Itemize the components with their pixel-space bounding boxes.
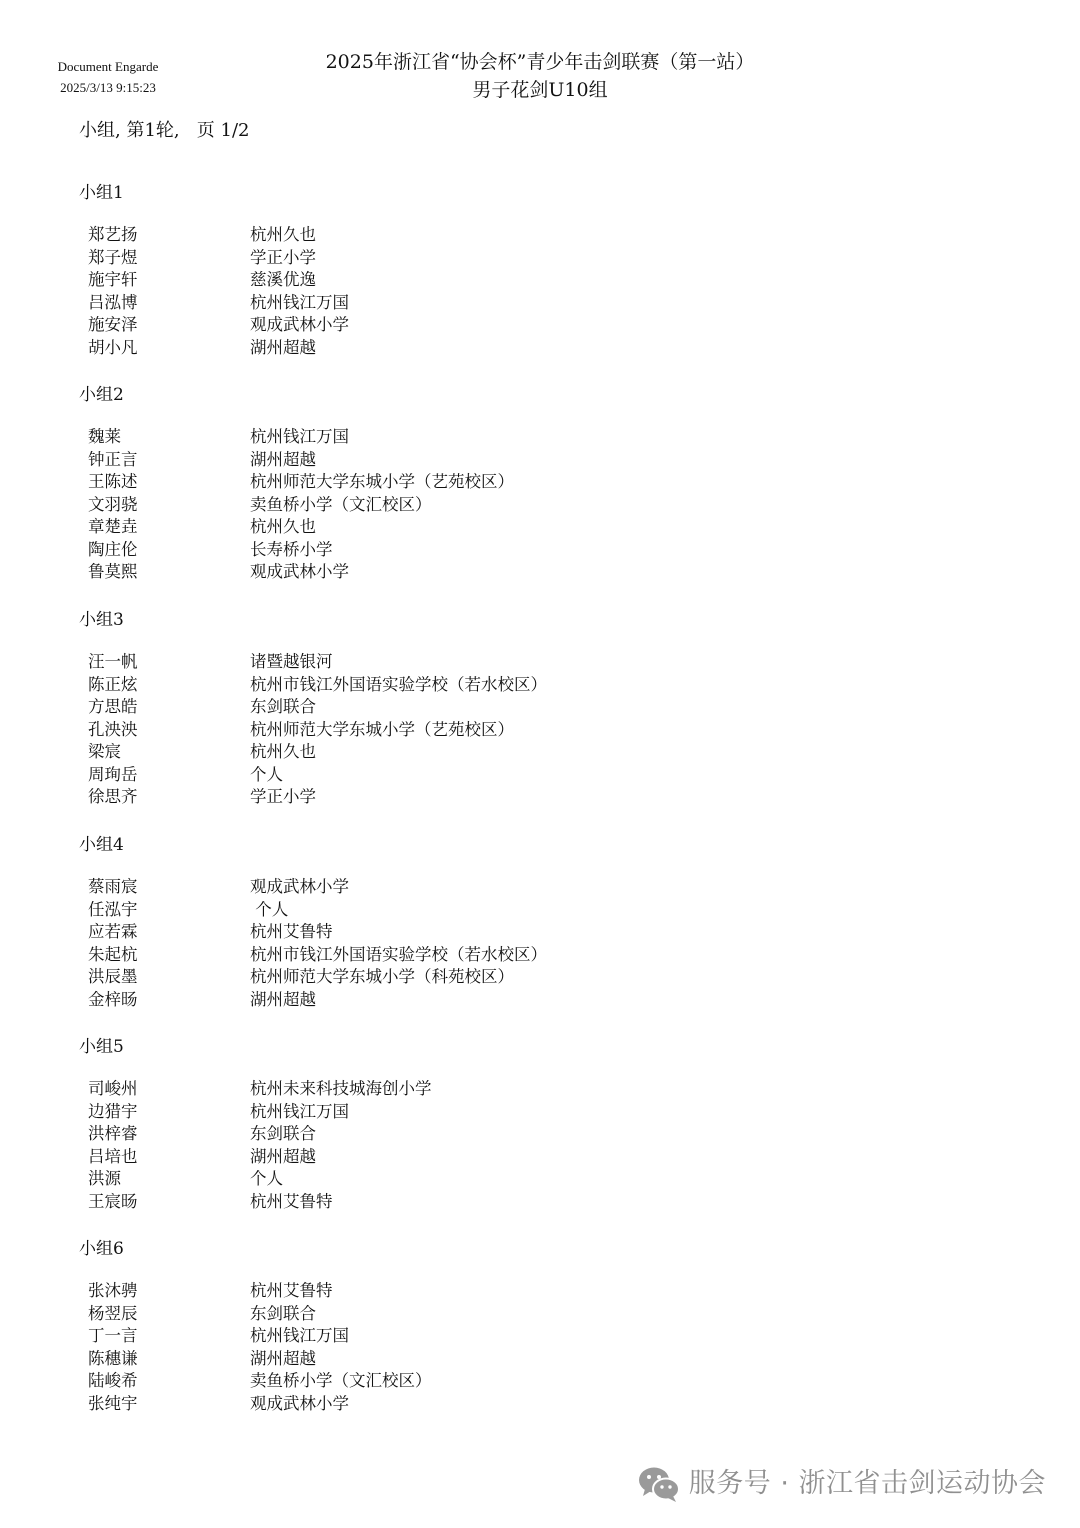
pool-entries (79, 1280, 979, 1415)
round-page-label: 小组, 第1轮, 页 1/2 (79, 120, 250, 141)
fencer-club: 杭州久也 (250, 225, 316, 244)
fencer-row (79, 224, 979, 247)
fencer-row (79, 292, 979, 315)
event-subtitle: 男子花剑U10组 (472, 79, 608, 101)
fencer-club: 个人 (250, 764, 283, 784)
fencer-row (79, 719, 979, 742)
fencer-row (79, 876, 979, 899)
fencer-name: 任泓宇 (88, 899, 138, 919)
fencer-row (79, 764, 979, 787)
pool-title: 小组4 (79, 835, 124, 855)
fencer-name: 文羽骁 (88, 494, 138, 514)
pool-entries (79, 876, 979, 1011)
fencer-name: 张沐骋 (88, 1281, 138, 1300)
fencer-name: 徐思齐 (88, 787, 138, 806)
fencer-name: 施安泽 (88, 315, 138, 334)
fencer-row (79, 1348, 979, 1371)
fencer-club: 慈溪优逸 (250, 270, 316, 289)
fencer-name: 王宸旸 (88, 1191, 138, 1211)
fencer-club: 杭州师范大学东城小学（艺苑校区） (250, 472, 514, 491)
fencer-name: 杨翌辰 (88, 1303, 138, 1323)
pool-title: 小组6 (79, 1239, 124, 1259)
fencer-club: 观成武林小学 (250, 315, 349, 334)
fencer-name: 方思皓 (88, 697, 138, 716)
fencer-club: 杭州钱江万国 (250, 1101, 349, 1121)
fencer-row (79, 314, 979, 337)
fencer-row (79, 561, 979, 584)
fencer-name: 陆峻希 (88, 1371, 138, 1390)
fencer-name: 鲁莫熙 (88, 562, 138, 581)
pool-1 (79, 180, 979, 359)
fencer-club: 卖鱼桥小学（文汇校区） (250, 494, 432, 514)
fencer-row (79, 494, 979, 517)
document-meta (40, 56, 176, 98)
fencer-row (79, 1280, 979, 1303)
pool-title: 小组1 (79, 183, 124, 203)
fencer-club: 东剑联合 (250, 1124, 316, 1143)
fencer-name: 梁宸 (88, 742, 121, 761)
fencer-club: 杭州艾鲁特 (250, 1281, 333, 1300)
fencer-name: 洪源 (88, 1169, 121, 1188)
fencer-name: 王陈述 (88, 472, 138, 491)
fencer-name: 郑艺扬 (88, 225, 138, 244)
fencer-club: 杭州久也 (250, 742, 316, 761)
fencer-club: 湖州超越 (250, 1348, 316, 1368)
fencer-name: 周珣岳 (88, 764, 138, 784)
fencer-name: 朱起杭 (88, 944, 138, 964)
watermark (637, 1462, 1046, 1506)
fencer-club: 杭州师范大学东城小学（科苑校区） (250, 967, 514, 986)
fencer-name: 司峻州 (88, 1079, 138, 1098)
fencer-name: 陈穗谦 (88, 1348, 138, 1368)
fencer-name: 蔡雨宸 (88, 877, 138, 896)
fencer-club: 杭州市钱江外国语实验学校（若水校区） (250, 674, 547, 694)
fencer-row (79, 1168, 979, 1191)
fencer-row (79, 1123, 979, 1146)
fencer-row (79, 786, 979, 809)
fencer-club: 湖州超越 (250, 989, 316, 1009)
pool-entries (79, 651, 979, 809)
pool-3 (79, 607, 979, 809)
pool-entries (79, 224, 979, 359)
pool-title: 小组5 (79, 1037, 124, 1057)
pool-2 (79, 382, 979, 584)
print-timestamp: 2025/3/13 9:15:23 (60, 80, 156, 95)
fencer-name: 金梓旸 (88, 989, 138, 1009)
fencer-club: 杭州艾鲁特 (250, 922, 333, 941)
fencer-club: 观成武林小学 (250, 1393, 349, 1413)
fencer-name: 魏莱 (88, 427, 121, 446)
fencer-club: 东剑联合 (250, 697, 316, 716)
fencer-name: 丁一言 (88, 1326, 138, 1345)
fencer-row (79, 944, 979, 967)
fencer-club: 个人 (250, 1169, 283, 1188)
fencer-row (79, 1303, 979, 1326)
fencer-row (79, 1146, 979, 1169)
fencer-row (79, 449, 979, 472)
fencer-club: 湖州超越 (250, 1146, 316, 1166)
fencer-club: 个人 (250, 899, 289, 919)
wechat-icon (637, 1464, 681, 1504)
fencer-club: 杭州市钱江外国语实验学校（若水校区） (250, 944, 547, 964)
pool-5 (79, 1034, 979, 1213)
fencer-row (79, 516, 979, 539)
fencer-club: 诸暨越银河 (250, 652, 333, 671)
fencer-name: 洪辰墨 (88, 967, 138, 986)
fencer-row (79, 696, 979, 719)
fencer-name: 边猎宇 (88, 1101, 138, 1121)
pool-title: 小组3 (79, 610, 124, 630)
fencer-row (79, 337, 979, 360)
competition-title: 2025年浙江省“协会杯”青少年击剑联赛（第一站） (325, 51, 755, 73)
fencer-club: 观成武林小学 (250, 562, 349, 581)
fencer-row (79, 1370, 979, 1393)
fencer-name: 陈正炫 (88, 674, 138, 694)
fencer-row (79, 247, 979, 270)
fencer-name: 吕培也 (88, 1146, 138, 1166)
fencer-row (79, 741, 979, 764)
fencer-club: 杭州艾鲁特 (250, 1191, 333, 1211)
watermark-text: 服务号 · 浙江省击剑运动协会 (688, 1468, 1046, 1499)
fencer-name: 洪梓睿 (88, 1124, 138, 1143)
fencer-name: 钟正言 (88, 449, 138, 469)
fencer-row (79, 1078, 979, 1101)
fencer-row (79, 1325, 979, 1348)
pool-4 (79, 832, 979, 1011)
fencer-row (79, 966, 979, 989)
fencer-club: 杭州未来科技城海创小学 (250, 1079, 432, 1098)
fencer-name: 应若霖 (88, 922, 138, 941)
title-block (240, 48, 840, 104)
fencer-name: 施宇轩 (88, 270, 138, 289)
fencer-club: 湖州超越 (250, 337, 316, 357)
fencer-club: 东剑联合 (250, 1303, 316, 1323)
fencer-row (79, 269, 979, 292)
fencer-club: 学正小学 (250, 247, 316, 267)
fencer-club: 杭州久也 (250, 517, 316, 536)
fencer-club: 杭州钱江万国 (250, 1326, 349, 1345)
fencer-name: 张纯宇 (88, 1393, 138, 1413)
fencer-name: 孔泱泱 (88, 719, 138, 739)
fencer-club: 杭州钱江万国 (250, 292, 349, 312)
fencer-name: 汪一帆 (88, 652, 138, 671)
fencer-club: 观成武林小学 (250, 877, 349, 896)
fencer-row (79, 1393, 979, 1416)
fencer-club: 长寿桥小学 (250, 539, 333, 559)
fencer-row (79, 1191, 979, 1214)
pool-6 (79, 1236, 979, 1415)
fencer-row (79, 539, 979, 562)
pool-entries (79, 1078, 979, 1213)
fencer-row (79, 674, 979, 697)
fencer-row (79, 899, 979, 922)
software-name: Document Engarde (57, 59, 159, 74)
fencer-row (79, 426, 979, 449)
pool-title: 小组2 (79, 385, 124, 405)
fencer-club: 卖鱼桥小学（文汇校区） (250, 1371, 432, 1390)
fencer-name: 吕泓博 (88, 292, 138, 312)
fencer-row (79, 989, 979, 1012)
fencer-row (79, 651, 979, 674)
fencer-club: 湖州超越 (250, 449, 316, 469)
pool-entries (79, 426, 979, 584)
fencer-row (79, 921, 979, 944)
fencer-club: 学正小学 (250, 787, 316, 806)
fencer-name: 胡小凡 (88, 337, 138, 357)
fencer-name: 章楚垚 (88, 517, 138, 536)
fencer-name: 陶庄伦 (88, 539, 138, 559)
fencer-row (79, 471, 979, 494)
fencer-club: 杭州师范大学东城小学（艺苑校区） (250, 719, 514, 739)
fencer-club: 杭州钱江万国 (250, 427, 349, 446)
fencer-name: 郑子煜 (88, 247, 138, 267)
fencer-row (79, 1101, 979, 1124)
